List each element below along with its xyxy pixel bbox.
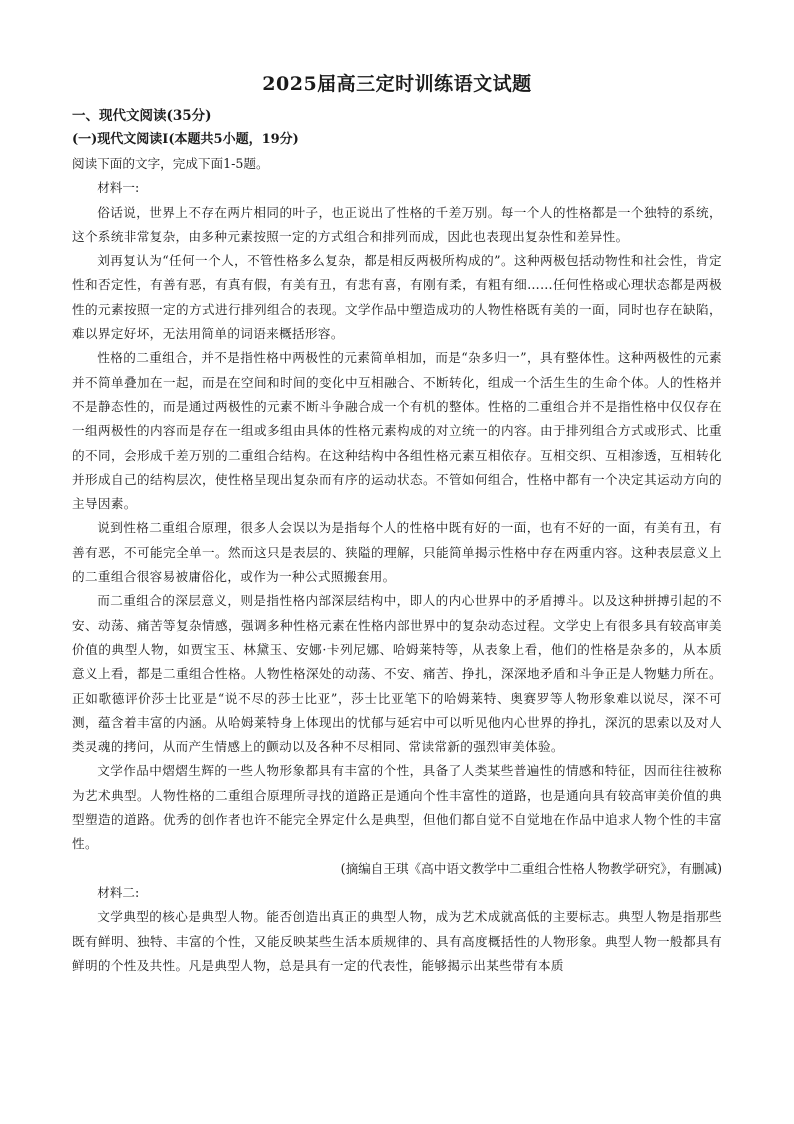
material-two-label: 材料二: — [97, 884, 140, 900]
material-two-paragraph: 文学典型的核心是典型人物。能否创造出真正的典型人物，成为艺术成就高低的主要标志。典型人物是指那些既有鲜明、独特、丰富的个性，又能反映某些生活本质规律的、具有高度概括性的人物形象。典型人物一般都具有鲜明的个性及共性。凡是典型人物，总是具有一定的代表性，能够揭示出某些带有本质 — [72, 909, 722, 973]
section-heading: 一、现代文阅读(35分) — [72, 108, 212, 124]
exam-title: 2025届高三定时训练语文试题 — [262, 73, 532, 95]
material-one-paragraph: 刘再复认为“任何一个人，不管性格多么复杂，都是相反两极所构成的”。这种两极包括动物性和社会性，肯定性和否定性，有善有恶，有真有假，有美有丑，有悲有喜，有刚有柔，有粗有细……任何性格或心理状态都是两极性的元素按照一定的方式进行排列组合的表现。文学作品中塑造成功的人物性格既有美的一面，同时也存在缺陷，难以界定好坏，无法用简单的词语来概括形容。 — [72, 253, 722, 342]
material-one-paragraph: 性格的二重组合，并不是指性格中两极性的元素简单相加，而是“杂多归一”，具有整体性。这种两极性的元素并不简单叠加在一起，而是在空间和时间的变化中互相融合、不断转化，组成一个活生生的生命个体。人的性格并不是静态性的，而是通过两极性的元素不断斗争融合成一个有机的整体。性格的二重组合并不是指性格中仅仅存在一组两极性的内容而是存在一组或多组由具体的性格元素构成的对立统一的内容。由于排列组合方式或形式、比重的不同，会形成千差万别的二重组合结构。在这种结构中各组性格元素互相依存。互相交织、互相渗透，互相转化并形成自己的结构层次，使性格呈现出复杂而有序的运动状态。不管如何组合，性格中都有一个决定其运动方向的主导因素。 — [72, 350, 722, 512]
material-one-paragraph: 俗话说，世界上不存在两片相同的叶子，也正说出了性格的千差万别。每一个人的性格都是一个独特的系统，这个系统非常复杂，由多种元素按照一定的方式组合和排列而成，因此也表现出复杂性和差异性。 — [72, 204, 722, 244]
material-one-paragraph: 而二重组合的深层意义，则是指性格内部深层结构中，即人的内心世界中的矛盾搏斗。以及这种拼搏引起的不安、动荡、痛苦等复杂情感，强调多种性格元素在性格内部世界中的复杂动态过程。文学史上有很多具有较高审美价值的典型人物，如贾宝玉、林黛玉、安娜·卡列尼娜、哈姆莱特等，从表象上看，他们的性格是杂多的，从本质意义上看，都是二重组合性格。人物性格深处的动荡、不安、痛苦、挣扎，深深地矛盾和斗争正是人物魅力所在。正如歌德评价莎士比亚是“说不尽的莎士比亚”，莎士比亚笔下的哈姆莱特、奥赛罗等人物形象难以说尽，深不可测，蕴含着丰富的内涵。从哈姆莱特身上体现出的忧郁与延宕中可以听见他内心世界的挣扎，深沉的思索以及对人类灵魂的拷问，从而产生情感上的颤动以及各种不尽相同、常读常新的强烈审美体验。 — [72, 593, 722, 755]
material-one-label: 材料一: — [97, 180, 140, 196]
exam-page — [72, 70, 722, 978]
subsection-heading: (一)现代文阅读Ⅰ(本题共5小题，19分) — [72, 132, 299, 147]
material-one-source: (摘编自王琪《高中语文教学中二重组合性格人物教学研究》，有删减) — [340, 860, 722, 876]
reading-instruction: 阅读下面的文字，完成下面1-5题。 — [72, 156, 269, 171]
material-one-paragraph: 文学作品中熠熠生辉的一些人物形象都具有丰富的个性，具备了人类某些普遍性的情感和特征，因而往往被称为艺术典型。人物性格的二重组合原理所寻找的道路正是通向个性丰富性的道路，也是通向具有较高审美价值的典型塑造的道路。优秀的创作者也许不能完全界定什么是典型，但他们都自觉不自觉地在作品中追求人物个性的丰富性。 — [72, 763, 722, 852]
material-one-paragraph: 说到性格二重组合原理，很多人会误以为是指每个人的性格中既有好的一面，也有不好的一面，有美有丑，有善有恶，不可能完全单一。然而这只是表层的、狭隘的理解，只能简单揭示性格中存在两重内容。这种表层意义上的二重组合很容易被庸俗化，或作为一种公式照搬套用。 — [72, 520, 722, 585]
